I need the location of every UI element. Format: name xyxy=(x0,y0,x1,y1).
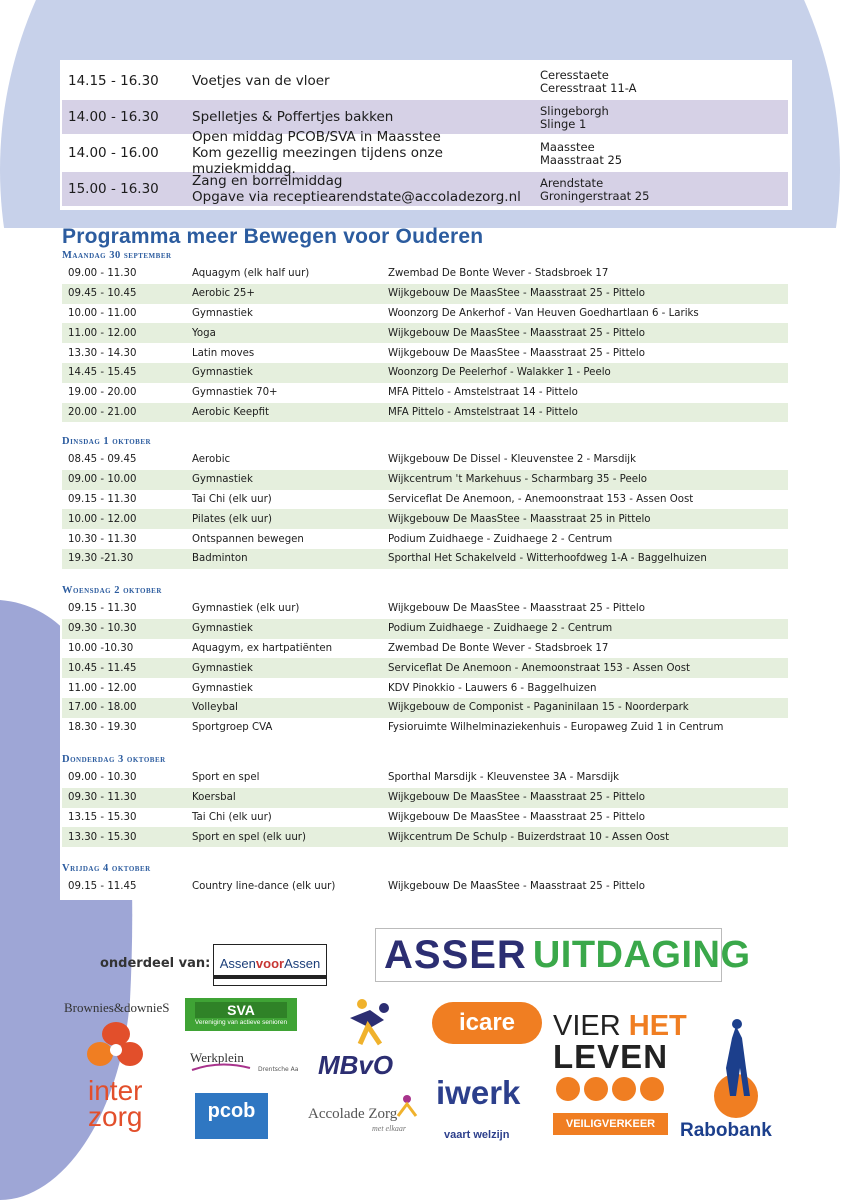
schedule-location: Fysioruimte Wilhelminaziekenhuis - Europaweg Zuid 1 in Centrum xyxy=(388,722,724,734)
schedule-location: Woonzorg De Ankerhof - Van Heuven Goedhartlaan 6 - Lariks xyxy=(388,307,699,319)
top-event-row xyxy=(62,172,788,206)
schedule-location: Wijkgebouw De MaasStee - Maasstraat 25 - Pittelo xyxy=(388,327,645,339)
schedule-time: 09.00 - 10.00 xyxy=(68,474,137,486)
schedule-row xyxy=(62,718,788,738)
day-block xyxy=(62,861,788,897)
schedule-location: Wijkgebouw De MaasStee - Maasstraat 25 - Pittelo xyxy=(388,811,645,823)
schedule-location: Wijkgebouw De MaasStee - Maasstraat 25 - Pittelo xyxy=(388,881,645,893)
schedule-activity: Gymnastiek xyxy=(192,682,253,694)
schedule-activity: Tai Chi (elk uur) xyxy=(192,811,272,823)
top-event-location xyxy=(540,67,788,95)
schedule-time: 10.45 - 11.45 xyxy=(68,662,137,674)
schedule-activity: Sport en spel (elk uur) xyxy=(192,831,306,843)
schedule-location: Podium Zuidhaege - Zuidhaege 2 - Centrum xyxy=(388,533,613,545)
schedule-row xyxy=(62,788,788,808)
schedule-location: MFA Pittelo - Amstelstraat 14 - Pittelo xyxy=(388,387,578,399)
schedule-row xyxy=(62,264,788,284)
top-event-time: 14.00 - 16.00 xyxy=(68,145,159,161)
day-heading: Vrijdag 4 oktober xyxy=(62,863,151,874)
top-events-table xyxy=(62,64,788,208)
schedule-time: 10.00 -10.30 xyxy=(68,642,134,654)
schedule-time: 11.00 - 12.00 xyxy=(68,327,137,339)
ava-text-b: voor xyxy=(255,955,285,971)
onderdeel-label: onderdeel van: xyxy=(100,956,211,971)
schedule-time: 09.30 - 11.30 xyxy=(68,792,137,804)
schedule-row xyxy=(62,768,788,788)
schedule-location: Zwembad De Bonte Wever - Stadsbroek 17 xyxy=(388,642,609,654)
asser-uitdaging-logo xyxy=(375,928,751,982)
schedule-time: 13.30 - 14.30 xyxy=(68,347,137,359)
schedule-time: 09.15 - 11.45 xyxy=(68,881,137,893)
top-event-desc-line2: Kom gezellig meezingen tijdens onze muziekmiddag. xyxy=(192,145,443,177)
vaart-welzijn-logo: vaart welzijn xyxy=(444,1129,510,1141)
icare-logo: icare xyxy=(432,1002,542,1044)
schedule-row xyxy=(62,383,788,403)
werkplein-logo: Werkplein xyxy=(190,1050,244,1065)
schedule-activity: Aerobic 25+ xyxy=(192,288,255,300)
schedule-location: Podium Zuidhaege - Zuidhaege 2 - Centrum xyxy=(388,623,613,635)
asser-text: ASSER xyxy=(384,932,527,977)
werkplein-subtitle: Drentsche Aa xyxy=(258,1066,299,1073)
schedule-location: Sporthal Marsdijk - Kleuvenstee 3A - Marsdijk xyxy=(388,772,620,784)
veilig-verkeer-logo: VEILIGVERKEER xyxy=(553,1113,668,1135)
schedule-time: 11.00 - 12.00 xyxy=(68,682,137,694)
schedule-activity: Ontspannen bewegen xyxy=(192,533,304,545)
schedule-location: Wijkgebouw De MaasStee - Maasstraat 25 - Pittelo xyxy=(388,288,645,300)
mbvo-logo: MBvO xyxy=(318,1050,394,1080)
top-event-loc-line1: Ceresstaete xyxy=(540,68,609,82)
schedule-time: 09.00 - 11.30 xyxy=(68,268,137,280)
schedule-location: Woonzorg De Peelerhof - Walakker 1 - Peelo xyxy=(388,367,611,379)
accolade-zorg-logo: Accolade Zorg xyxy=(308,1106,398,1122)
schedule-activity: Koersbal xyxy=(192,792,236,804)
schedule-row xyxy=(62,678,788,698)
schedule-location: KDV Pinokkio - Lauwers 6 - Baggelhuizen xyxy=(388,682,597,694)
schedule-activity: Sport en spel xyxy=(192,772,260,784)
top-event-desc-line1: Spelletjes & Poffertjes bakken xyxy=(192,109,394,125)
day-block xyxy=(62,248,788,422)
top-event-description xyxy=(192,73,540,89)
vier-het-leven-dots xyxy=(556,1077,664,1101)
top-event-location xyxy=(540,175,788,203)
schedule-row xyxy=(62,619,788,639)
uitdaging-text: UITDAGING xyxy=(532,933,751,976)
day-block xyxy=(62,434,788,569)
program-title: Programma meer Bewegen voor Ouderen xyxy=(62,225,484,248)
schedule-row xyxy=(62,827,788,847)
day-block xyxy=(62,583,788,738)
sva-title: SVA xyxy=(195,1002,287,1018)
schedule-activity: Latin moves xyxy=(192,347,255,359)
accolade-subtitle: met elkaar xyxy=(372,1124,406,1133)
sva-subtitle: Vereniging van actieve senioren xyxy=(194,1019,288,1026)
top-event-desc-line2: Opgave via receptiearendstate@accoladezorg.nl xyxy=(192,189,521,205)
schedule-row xyxy=(62,529,788,549)
mbvo-figures-icon xyxy=(340,998,400,1048)
schedule-time: 13.30 - 15.30 xyxy=(68,831,137,843)
schedule-row xyxy=(62,403,788,423)
top-event-row xyxy=(62,129,788,177)
top-event-loc-line2: Groningerstraat 25 xyxy=(540,189,650,203)
schedule-row xyxy=(62,490,788,510)
schedule-time: 20.00 - 21.00 xyxy=(68,406,137,418)
day-heading: Woensdag 2 oktober xyxy=(62,585,162,596)
schedule-activity: Aquagym, ex hartpatiënten xyxy=(192,642,333,654)
schedule-time: 10.30 - 11.30 xyxy=(68,533,137,545)
top-event-loc-line2: Ceresstraat 11-A xyxy=(540,81,637,95)
schedule-row xyxy=(62,549,788,569)
schedule-location: Wijkcentrum De Schulp - Buizerdstraat 10 - Assen Oost xyxy=(388,831,670,843)
top-event-location xyxy=(540,139,788,167)
schedule-time: 10.00 - 11.00 xyxy=(68,307,137,319)
schedule-time: 19.30 -21.30 xyxy=(68,553,134,565)
schedule-activity: Tai Chi (elk uur) xyxy=(192,493,272,505)
top-event-desc-line1: Zang en borrelmiddag xyxy=(192,173,343,189)
schedule-row xyxy=(62,323,788,343)
day-heading: Donderdag 3 oktober xyxy=(62,754,166,765)
rabobank-logo: Rabobank xyxy=(680,1120,772,1141)
ava-text-c: Assen xyxy=(284,955,321,971)
vier-text: VIER xyxy=(553,1010,621,1042)
schedule-activity: Aerobic xyxy=(192,454,231,466)
schedule-location: Wijkgebouw De MaasStee - Maasstraat 25 - Pittelo xyxy=(388,603,645,615)
top-event-loc-line2: Maasstraat 25 xyxy=(540,153,623,167)
schedule-time: 19.00 - 20.00 xyxy=(68,387,137,399)
schedule-activity: Gymnastiek (elk uur) xyxy=(192,603,300,615)
schedule-row xyxy=(62,808,788,828)
day-block xyxy=(62,752,788,847)
schedule-row xyxy=(62,877,788,897)
schedule-activity: Badminton xyxy=(192,553,248,565)
schedule-location: Wijkgebouw De MaasStee - Maasstraat 25 in Pittelo xyxy=(388,513,651,525)
schedule-time: 13.15 - 15.30 xyxy=(68,811,137,823)
schedule-activity: Gymnastiek xyxy=(192,367,253,379)
interzorg-logo xyxy=(88,1075,143,1132)
schedule-row xyxy=(62,639,788,659)
schedule-row xyxy=(62,343,788,363)
werkplein-swoosh-icon xyxy=(190,1062,252,1072)
schedule-activity: Country line-dance (elk uur) xyxy=(192,881,336,893)
schedule-activity: Gymnastiek xyxy=(192,662,253,674)
top-event-desc-line1: Open middag PCOB/SVA in Maasstee xyxy=(192,129,441,145)
schedule-activity: Aerobic Keepfit xyxy=(192,406,269,418)
schedule-location: Wijkgebouw de Componist - Paganinilaan 15 - Noorderpark xyxy=(388,702,689,714)
schedule-activity: Gymnastiek xyxy=(192,474,253,486)
top-event-time: 14.00 - 16.30 xyxy=(68,109,159,125)
top-event-description xyxy=(192,129,540,177)
top-event-loc-line1: Slingeborgh xyxy=(540,104,609,118)
pcob-logo: pcob xyxy=(195,1093,268,1139)
schedule-time: 09.45 - 10.45 xyxy=(68,288,137,300)
interzorg-text-1: inter xyxy=(88,1075,143,1106)
sponsor-logos xyxy=(0,910,850,1200)
day-heading: Maandag 30 september xyxy=(62,250,172,261)
assen-voor-assen-logo xyxy=(213,944,327,986)
schedule-time: 08.45 - 09.45 xyxy=(68,454,137,466)
schedule-time: 14.45 - 15.45 xyxy=(68,367,137,379)
schedule-activity: Pilates (elk uur) xyxy=(192,513,272,525)
schedule-time: 17.00 - 18.00 xyxy=(68,702,137,714)
het-text: HET xyxy=(628,1010,687,1042)
schedule-row xyxy=(62,658,788,678)
ava-text-a: Assen xyxy=(219,955,256,971)
schedule-location: Sporthal Het Schakelveld - Witterhoofdweg 1-A - Baggelhuizen xyxy=(388,553,707,565)
top-event-description xyxy=(192,173,540,205)
top-event-time: 15.00 - 16.30 xyxy=(68,181,159,197)
schedule-row xyxy=(62,304,788,324)
rabobank-icon xyxy=(696,1018,776,1118)
schedule-location: MFA Pittelo - Amstelstraat 14 - Pittelo xyxy=(388,406,578,418)
schedule-time: 18.30 - 19.30 xyxy=(68,722,137,734)
schedule-location: Wijkgebouw De MaasStee - Maasstraat 25 - Pittelo xyxy=(388,792,645,804)
schedule-location: Wijkcentrum 't Markehuus - Scharmbarg 35 - Peelo xyxy=(388,474,648,486)
schedule-row xyxy=(62,470,788,490)
schedule-time: 09.00 - 10.30 xyxy=(68,772,137,784)
schedule-activity: Volleybal xyxy=(192,702,238,714)
schedule-location: Serviceflat De Anemoon - Anemoonstraat 153 - Assen Oost xyxy=(388,662,691,674)
schedule-activity: Gymnastiek xyxy=(192,623,253,635)
schedule-row xyxy=(62,284,788,304)
schedule-row xyxy=(62,509,788,529)
schedule-activity: Sportgroep CVA xyxy=(192,722,273,734)
top-event-loc-line1: Maasstee xyxy=(540,140,595,154)
schedule-time: 09.30 - 10.30 xyxy=(68,623,137,635)
accolade-figure-icon xyxy=(396,1094,418,1118)
schedule-row xyxy=(62,450,788,470)
brownies-logo: Brownies&downieS xyxy=(64,1000,170,1015)
top-event-loc-line2: Slinge 1 xyxy=(540,117,587,131)
schedule-activity: Gymnastiek xyxy=(192,307,253,319)
top-event-loc-line1: Arendstate xyxy=(540,176,604,190)
schedule-location: Zwembad De Bonte Wever - Stadsbroek 17 xyxy=(388,268,609,280)
day-heading: Dinsdag 1 oktober xyxy=(62,436,152,447)
schedule-row xyxy=(62,698,788,718)
schedule-location: Serviceflat De Anemoon, - Anemoonstraat 153 - Assen Oost xyxy=(388,493,694,505)
top-event-row xyxy=(62,64,788,98)
iwerk-logo: iwerk xyxy=(436,1074,521,1111)
schedule-location: Wijkgebouw De Dissel - Kleuvenstee 2 - Marsdijk xyxy=(388,454,637,466)
vier-het-leven-logo-bottom: LEVEN xyxy=(553,1038,669,1075)
top-event-desc-line1: Voetjes van de vloer xyxy=(192,73,330,89)
interzorg-flower-icon xyxy=(86,1020,146,1078)
interzorg-text-2: zorg xyxy=(88,1101,143,1132)
top-event-description xyxy=(192,109,540,125)
schedule-row xyxy=(62,363,788,383)
schedule-activity: Yoga xyxy=(192,327,216,339)
schedule-row xyxy=(62,599,788,619)
top-event-time: 14.15 - 16.30 xyxy=(68,73,159,89)
schedule-time: 09.15 - 11.30 xyxy=(68,493,137,505)
schedule-location: Wijkgebouw De MaasStee - Maasstraat 25 - Pittelo xyxy=(388,347,645,359)
schedule-activity: Aquagym (elk half uur) xyxy=(192,268,310,280)
schedule-time: 09.15 - 11.30 xyxy=(68,603,137,615)
schedule-time: 10.00 - 12.00 xyxy=(68,513,137,525)
sva-logo xyxy=(185,998,297,1031)
schedule-activity: Gymnastiek 70+ xyxy=(192,387,278,399)
top-event-location xyxy=(540,103,788,131)
